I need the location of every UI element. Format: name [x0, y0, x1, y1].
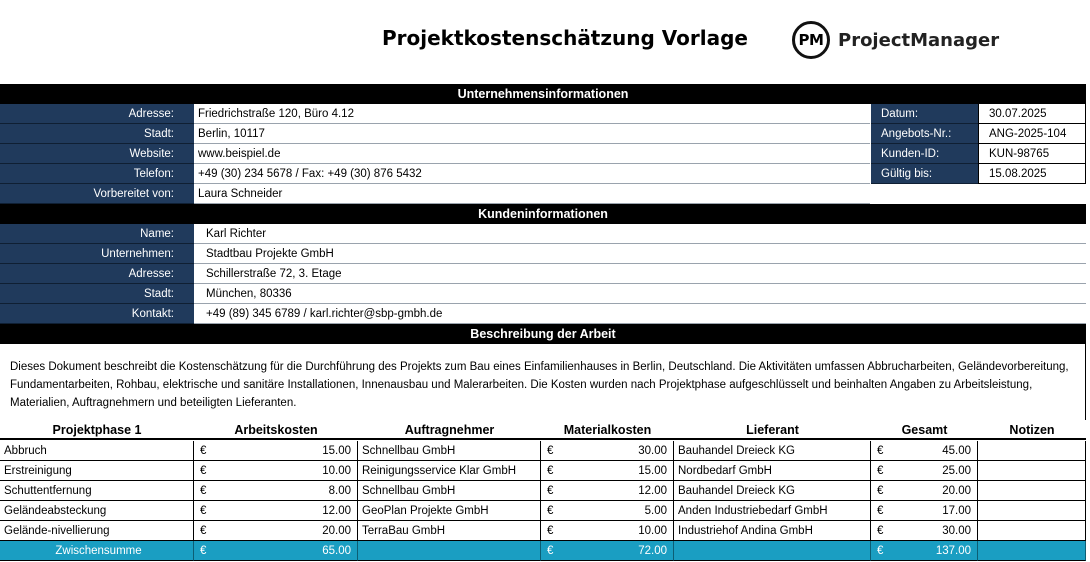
table-row-notes[interactable]	[978, 441, 1086, 461]
client-address-label: Adresse:	[0, 264, 194, 284]
table-row-contractor[interactable]: Schnellbau GmbH	[358, 441, 541, 461]
table-row-material[interactable]	[541, 461, 674, 481]
currency-symbol: €	[200, 445, 207, 457]
col-header-notes: Notizen	[978, 421, 1086, 440]
currency-symbol: €	[547, 485, 554, 497]
table-row-material[interactable]	[541, 481, 674, 501]
client-contact-label: Kontakt:	[0, 304, 194, 324]
currency-symbol: €	[200, 505, 207, 517]
total-amount: 20.00	[942, 485, 971, 497]
labor-amount: 15.00	[322, 445, 351, 457]
currency-symbol: €	[547, 505, 554, 517]
date-value[interactable]: 30.07.2025	[978, 104, 1086, 124]
client-address-value[interactable]: Schillerstraße 72, 3. Etage	[194, 264, 1086, 284]
subtotal-material	[541, 541, 674, 561]
table-row-total[interactable]	[871, 521, 978, 541]
subtotal-total-amount: 137.00	[935, 545, 971, 557]
col-header-phase: Projektphase 1	[0, 421, 194, 440]
table-row-notes[interactable]	[978, 521, 1086, 541]
currency-symbol: €	[547, 445, 554, 457]
labor-amount: 8.00	[328, 485, 351, 497]
subtotal-total	[871, 541, 978, 561]
company-phone-value[interactable]: +49 (30) 234 5678 / Fax: +49 (30) 876 5432	[194, 164, 870, 184]
currency-symbol: €	[547, 525, 554, 537]
customer-id-label: Kunden-ID:	[871, 144, 978, 164]
table-row-supplier[interactable]: Industriehof Andina GmbH	[674, 521, 871, 541]
company-address-label: Adresse:	[0, 104, 194, 124]
subtotal-contractor-empty	[358, 541, 541, 561]
table-row-phase[interactable]: Abbruch	[0, 441, 194, 461]
material-amount: 12.00	[638, 485, 667, 497]
table-row-supplier[interactable]: Nordbedarf GmbH	[674, 461, 871, 481]
table-row-contractor[interactable]: GeoPlan Projekte GmbH	[358, 501, 541, 521]
client-city-value[interactable]: München, 80336	[194, 284, 1086, 304]
table-row-total[interactable]	[871, 501, 978, 521]
logo-mark-icon: PM	[792, 21, 830, 59]
table-row-contractor[interactable]: Reinigungsservice Klar GmbH	[358, 461, 541, 481]
material-amount: 10.00	[638, 525, 667, 537]
table-row-notes[interactable]	[978, 461, 1086, 481]
client-contact-value[interactable]: +49 (89) 345 6789 / karl.richter@sbp-gmbh.de	[194, 304, 1086, 324]
client-company-value[interactable]: Stadtbau Projekte GmbH	[194, 244, 1086, 264]
page-title-text: Projektkostenschätzung Vorlage	[382, 26, 748, 50]
total-amount: 17.00	[942, 505, 971, 517]
logo-name: ProjectManager	[838, 29, 1000, 51]
valid-until-label: Gültig bis:	[871, 164, 978, 184]
customer-id-value[interactable]: KUN-98765	[978, 144, 1086, 164]
col-header-material: Materialkosten	[541, 421, 674, 440]
table-row-material[interactable]	[541, 441, 674, 461]
subtotal-material-amount: 72.00	[638, 545, 667, 557]
client-info-heading: Kundeninformationen	[0, 204, 1086, 224]
table-row-notes[interactable]	[978, 501, 1086, 521]
currency-symbol: €	[200, 545, 207, 557]
col-header-contractor: Auftragnehmer	[358, 421, 541, 440]
currency-symbol: €	[200, 465, 207, 477]
table-row-contractor[interactable]: TerraBau GmbH	[358, 521, 541, 541]
company-info-heading: Unternehmensinformationen	[0, 84, 1086, 104]
currency-symbol: €	[877, 525, 884, 537]
total-amount: 30.00	[942, 525, 971, 537]
total-amount: 25.00	[942, 465, 971, 477]
currency-symbol: €	[877, 505, 884, 517]
company-city-label: Stadt:	[0, 124, 194, 144]
valid-until-value[interactable]: 15.08.2025	[978, 164, 1086, 184]
table-row-material[interactable]	[541, 501, 674, 521]
material-amount: 5.00	[644, 505, 667, 517]
logo	[792, 21, 999, 59]
table-row-phase[interactable]: Gelände-nivellierung	[0, 521, 194, 541]
labor-amount: 12.00	[322, 505, 351, 517]
material-amount: 30.00	[638, 445, 667, 457]
table-row-labor[interactable]	[194, 461, 358, 481]
currency-symbol: €	[877, 545, 884, 557]
table-row-material[interactable]	[541, 521, 674, 541]
col-header-total: Gesamt	[871, 421, 978, 440]
table-row-labor[interactable]	[194, 441, 358, 461]
company-website-value[interactable]: www.beispiel.de	[194, 144, 870, 164]
table-row-total[interactable]	[871, 481, 978, 501]
prepared-by-value[interactable]: Laura Schneider	[194, 184, 870, 204]
labor-amount: 20.00	[322, 525, 351, 537]
table-row-supplier[interactable]: Bauhandel Dreieck KG	[674, 481, 871, 501]
table-row-total[interactable]	[871, 441, 978, 461]
table-row-phase[interactable]: Geländeabsteckung	[0, 501, 194, 521]
currency-symbol: €	[877, 465, 884, 477]
subtotal-label: Zwischensumme	[0, 541, 194, 561]
company-city-value[interactable]: Berlin, 10117	[194, 124, 870, 144]
table-row-labor[interactable]	[194, 521, 358, 541]
company-website-label: Website:	[0, 144, 194, 164]
quote-number-value[interactable]: ANG-2025-104	[978, 124, 1086, 144]
subtotal-notes-empty	[978, 541, 1086, 561]
table-row-supplier[interactable]: Anden Industriebedarf GmbH	[674, 501, 871, 521]
table-row-total[interactable]	[871, 461, 978, 481]
col-header-labor: Arbeitskosten	[194, 421, 358, 440]
col-header-supplier: Lieferant	[674, 421, 871, 440]
table-row-notes[interactable]	[978, 481, 1086, 501]
table-row-supplier[interactable]: Bauhandel Dreieck KG	[674, 441, 871, 461]
currency-symbol: €	[200, 525, 207, 537]
subtotal-labor-amount: 65.00	[322, 545, 351, 557]
currency-symbol: €	[877, 445, 884, 457]
work-description-text[interactable]: Dieses Dokument beschreibt die Kostenschätzung für die Durchführung des Projekts zum Bau eines Einfamilienhauses in Berlin, Deutschland. Die Aktivitäten umfassen Abbrucharbeiten, Geländevorbereitung, Fundamentarbeiten, Rohbau, elektrische und sanitäre Installationen, Innenausbau und Malerarbeiten. Die Kosten wurden nach Projektphase aufgeschlüsselt und beinhalten Angaben zu Arbeitsleistung, Materialien, Auftragnehmern und beteiligten Lieferanten.	[0, 344, 1086, 420]
table-row-labor[interactable]	[194, 501, 358, 521]
subtotal-labor	[194, 541, 358, 561]
company-phone-label: Telefon:	[0, 164, 194, 184]
currency-symbol: €	[877, 485, 884, 497]
total-amount: 45.00	[942, 445, 971, 457]
date-label: Datum:	[871, 104, 978, 124]
work-description-heading: Beschreibung der Arbeit	[0, 324, 1086, 344]
table-row-phase[interactable]: Erstreinigung	[0, 461, 194, 481]
currency-symbol: €	[547, 545, 554, 557]
prepared-by-label: Vorbereitet von:	[0, 184, 194, 204]
labor-amount: 10.00	[322, 465, 351, 477]
client-city-label: Stadt:	[0, 284, 194, 304]
client-company-label: Unternehmen:	[0, 244, 194, 264]
subtotal-supplier-empty	[674, 541, 871, 561]
client-name-value[interactable]: Karl Richter	[194, 224, 1086, 244]
quote-number-label: Angebots-Nr.:	[871, 124, 978, 144]
material-amount: 15.00	[638, 465, 667, 477]
company-address-value[interactable]: Friedrichstraße 120, Büro 4.12	[194, 104, 870, 124]
table-row-contractor[interactable]: Schnellbau GmbH	[358, 481, 541, 501]
client-name-label: Name:	[0, 224, 194, 244]
table-row-phase[interactable]: Schuttentfernung	[0, 481, 194, 501]
table-row-labor[interactable]	[194, 481, 358, 501]
currency-symbol: €	[547, 465, 554, 477]
currency-symbol: €	[200, 485, 207, 497]
